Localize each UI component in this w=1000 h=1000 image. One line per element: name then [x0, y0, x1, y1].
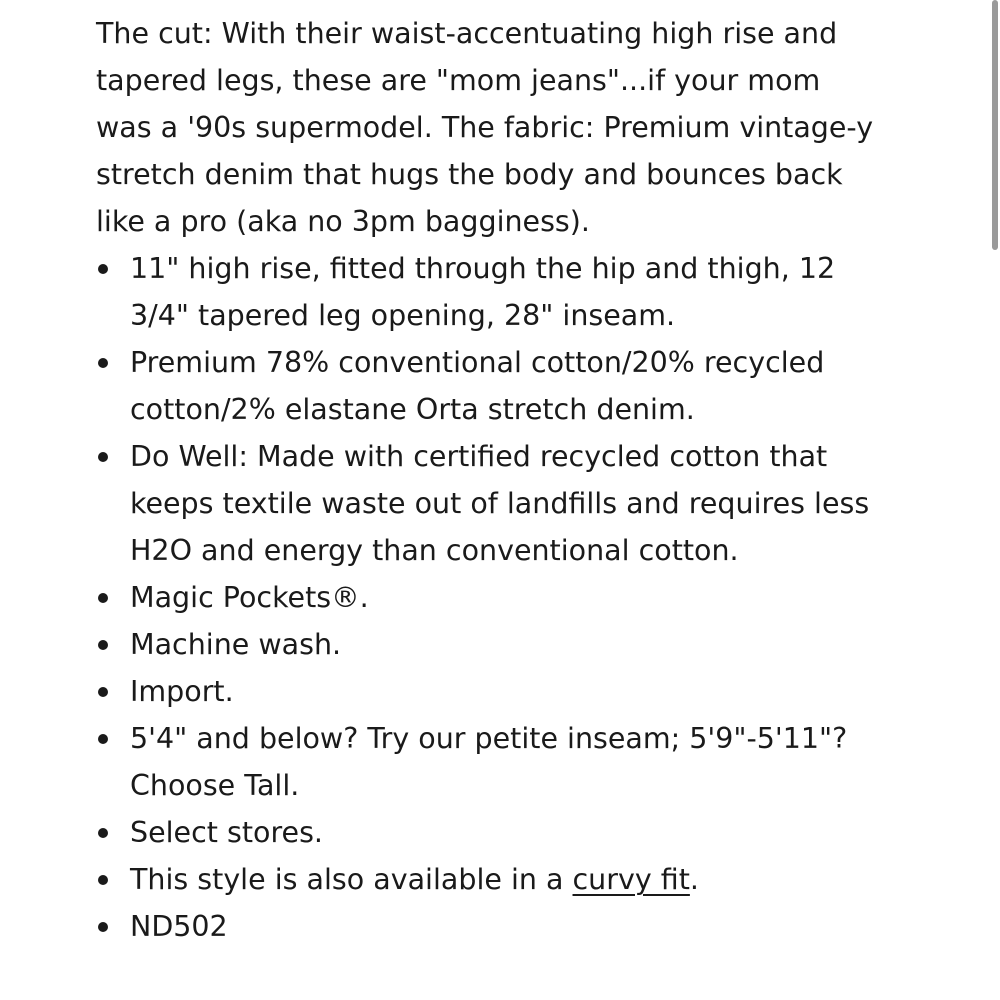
feature-item-do-well: Do Well: Made with certified recycled cotton that keeps textile waste out of landfills and requires less H2O and energy than conventional cotton. [130, 433, 876, 574]
curvy-suffix: . [689, 863, 699, 896]
feature-item-curvy [130, 856, 876, 903]
feature-item-rise: 11" high rise, fitted through the hip and thigh, 12 3/4" tapered leg opening, 28" inseam. [130, 245, 876, 339]
scrollbar-thumb[interactable] [992, 0, 998, 250]
feature-item-sizing: 5'4" and below? Try our petite inseam; 5'9"-5'11"? Choose Tall. [130, 715, 876, 809]
feature-list [96, 245, 876, 950]
feature-item-style-code: ND502 [130, 903, 876, 950]
curvy-fit-link[interactable]: curvy fit [572, 863, 690, 896]
curvy-prefix: This style is also available in a [130, 863, 573, 896]
feature-item-origin: Import. [130, 668, 876, 715]
description-intro: The cut: With their waist-accentuating high rise and tapered legs, these are "mom jeans"...if your mom was a '90s supermodel. The fabric: Premium vintage-y stretch denim that hugs the body and bounces back like a pro (aka no 3pm bagginess). [96, 17, 874, 238]
feature-item-care: Machine wash. [130, 621, 876, 668]
product-description [96, 10, 876, 950]
feature-item-fabric: Premium 78% conventional cotton/20% recycled cotton/2% elastane Orta stretch denim. [130, 339, 876, 433]
feature-item-magic-pockets: Magic Pockets®. [130, 574, 876, 621]
feature-item-availability: Select stores. [130, 809, 876, 856]
